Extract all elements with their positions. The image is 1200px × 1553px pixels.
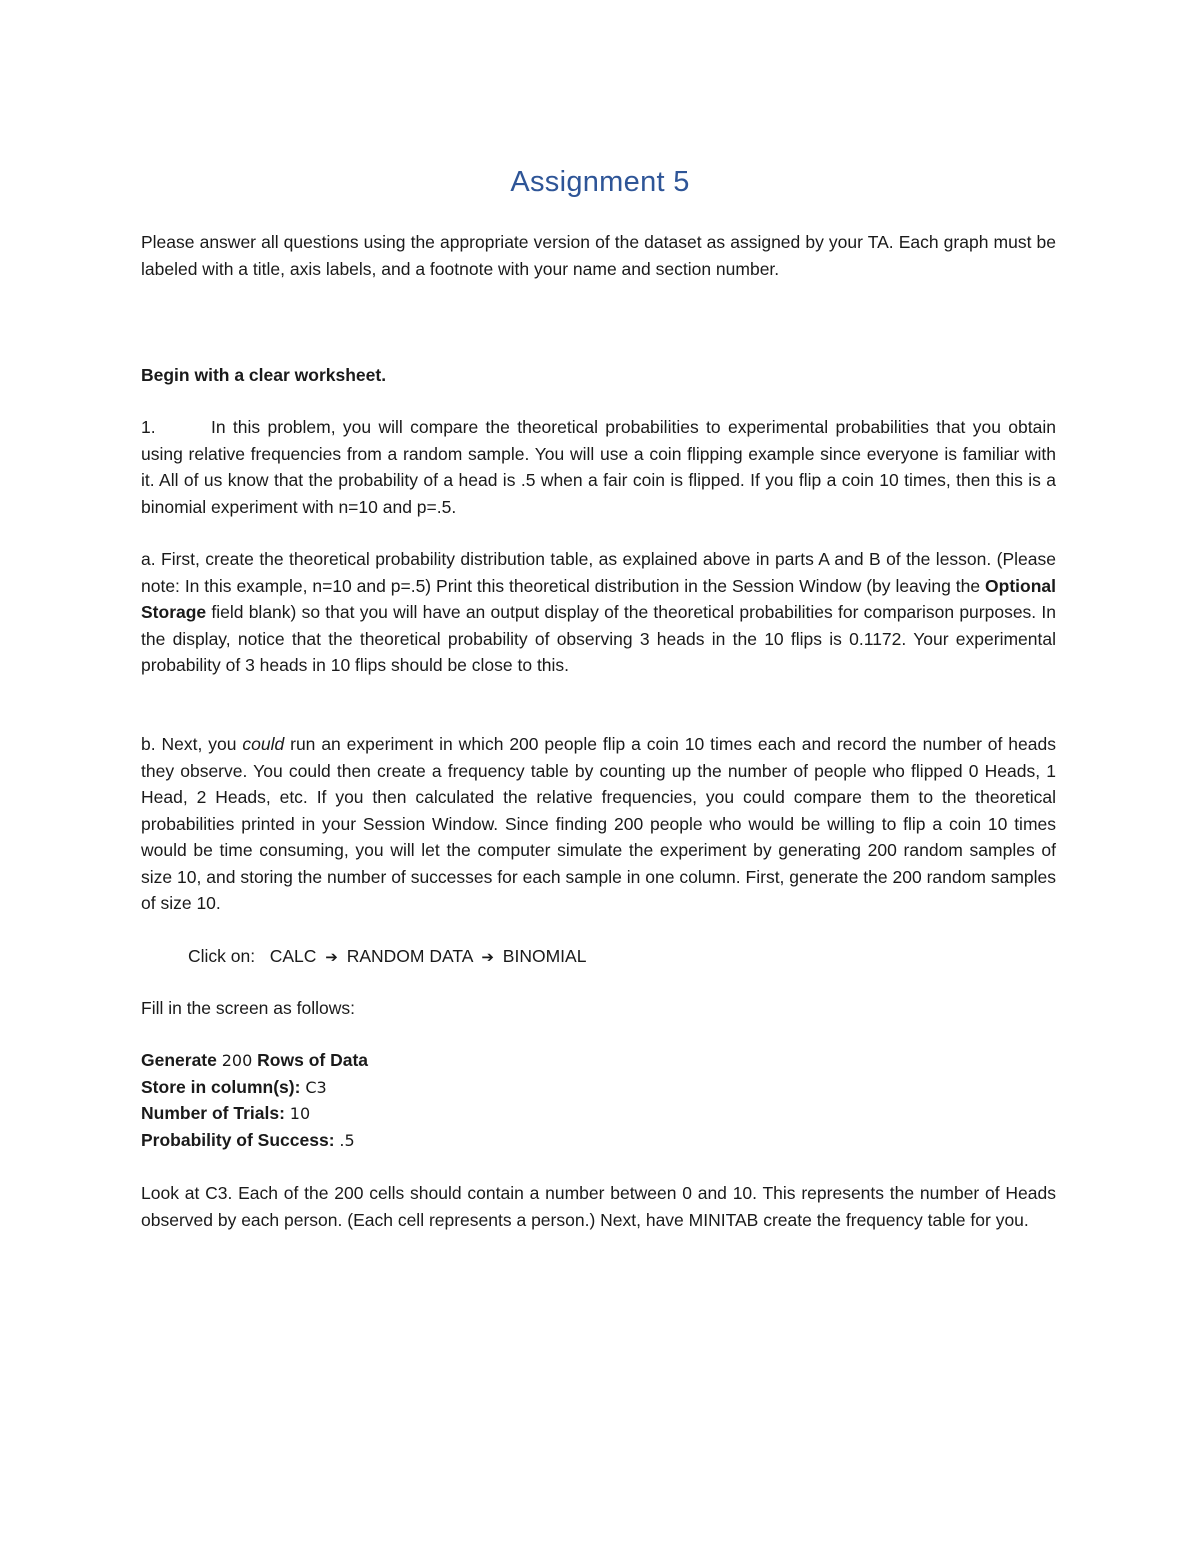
part-a-text-before: a. First, create the theoretical probability distribution table, as explained above in parts A and B of the lesson. (Please note: In this example, n=10 and p=.5) Print this theoretical distribution in the Session Window (by leaving the	[141, 549, 1056, 596]
prob-label: Probability of Success:	[141, 1129, 335, 1150]
intro-paragraph: Please answer all questions using the appropriate version of the dataset as assigned by your TA. Each graph must be labeled with a title, axis labels, and a footnote with your name and section number.	[141, 232, 1056, 279]
page-title: Assignment 5	[510, 166, 690, 198]
store-value: C3	[305, 1077, 327, 1097]
trials-value: 10	[289, 1104, 311, 1123]
click-on-label: Click on:	[188, 946, 256, 966]
question-1-number: 1.	[141, 417, 156, 437]
field-probability	[141, 1127, 1056, 1154]
part-b-text-after: run an experiment in which 200 people flip a coin 10 times each and record the number of heads they observe. You could then create a frequency table by counting up the number of people who flipped 0 Heads, 1 Head, 2 Heads, etc. If you then calculated the relative frequencies, you could compare them to the theoretical probabilities printed in your Session Window. Since finding 200 people who would be willing to flip a coin 10 times would be time consuming, you will let the computer simulate the experiment by generating 200 random samples of size 10, and storing the number of successes for each sample in one column. First, generate the 200 random samples of size 10.	[141, 734, 1056, 913]
field-trials	[141, 1100, 1056, 1127]
part-b-italic: could	[242, 734, 285, 754]
store-label: Store in column(s):	[141, 1076, 301, 1097]
part-b-text-before: b. Next, you	[141, 734, 243, 754]
part-a-text-after: field blank) so that you will have an output display of the theoretical probabilities for comparison purposes. In the display, notice that the theoretical probability of observing 3 heads in the 10 flips is 0.1172. Your experimental probability of 3 heads in 10 flips should be close to this.	[141, 602, 1056, 675]
menu-binomial: BINOMIAL	[502, 946, 587, 966]
closing-paragraph: Look at C3. Each of the 200 cells should contain a number between 0 and 10. This represents the number of Heads observed by each person. (Each cell represents a person.) Next, have MINITAB create the frequency table for you.	[141, 1183, 1056, 1230]
fill-in-instruction: Fill in the screen as follows:	[141, 998, 355, 1018]
click-on-instruction	[188, 943, 586, 970]
part-a-paragraph	[141, 546, 1056, 679]
question-1-text: In this problem, you will compare the theoretical probabilities to experimental probabilities that you obtain using relative frequencies from a random sample. You will use a coin flipping example since everyone is familiar with it. All of us know that the probability of a head is .5 when a fair coin is flipped. If you flip a coin 10 times, then this is a binomial experiment with n=10 and p=.5.	[141, 417, 1056, 517]
generate-value: 200	[221, 1051, 253, 1070]
menu-calc: CALC	[269, 946, 317, 966]
part-b-paragraph	[141, 731, 1056, 917]
generate-label: Generate	[141, 1050, 217, 1070]
field-store	[141, 1074, 1056, 1101]
prob-value: .5	[339, 1130, 355, 1150]
trials-label: Number of Trials:	[141, 1103, 285, 1123]
arrow-right-icon: ➔	[325, 948, 338, 966]
field-list	[141, 1047, 1056, 1153]
generate-suffix: Rows of Data	[257, 1050, 369, 1070]
part-a-emphasis: Optional Storage	[141, 575, 1056, 622]
menu-random-data: RANDOM DATA	[346, 946, 473, 966]
begin-heading: Begin with a clear worksheet.	[141, 365, 387, 385]
question-1	[141, 414, 1056, 520]
arrow-right-icon: ➔	[481, 948, 494, 966]
field-generate	[141, 1047, 1056, 1074]
